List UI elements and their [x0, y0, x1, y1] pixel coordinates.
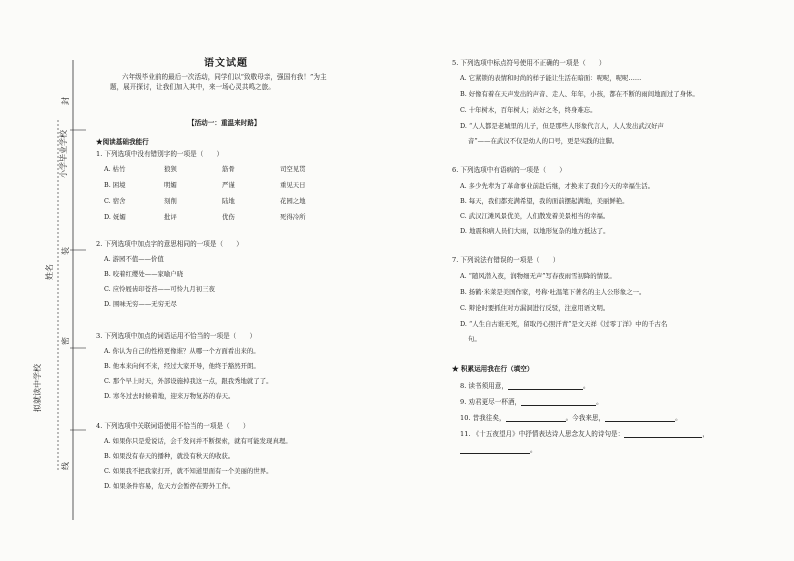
q6-option-d: D. 地震和病人员们大雨，以地形复杂的地方抵达了。 [460, 227, 610, 235]
name-label: 姓名 [45, 264, 54, 280]
line-mark-2: 装 [61, 247, 70, 255]
q6-option-a: A. 多少先辈为了革命事业前赴后继，才换来了我们今天的幸福生活。 [460, 182, 655, 190]
q7-option-d: D. “人生自古谁无死，留取丹心照汗青”是文天祥《过零丁洋》中的千古名 [460, 320, 668, 328]
q4-option-a: A. 如果你只是爱说话，会千发问并不断探索，就有可能发现真理。 [104, 437, 292, 445]
answer-blank[interactable] [624, 430, 702, 438]
answer-blank[interactable] [460, 446, 530, 454]
fill-question-10: 10. 昔我往矣， 。今我来思， 。 [460, 414, 682, 422]
q6-option-c: C. 武汉江滩风景优美，人们散发着美景相当的幸福。 [460, 212, 610, 220]
intro-text [110, 72, 440, 92]
q2-option-b: B. 咬着红缨处——家喻户晓 [104, 270, 184, 278]
q1-row-b: B. 困境 明媚 严谨 重见天日 [104, 181, 306, 189]
q7-option-b: B. 扬鹤·米莱是美国作家，号称·吐温笔下著名的主人公形象之一。 [460, 288, 646, 296]
question-4: 4. 下列选项中关联词语使用不恰当的一项是（ ） [96, 422, 250, 430]
intro-line-1: 六年级毕业前的最后一次活动，同学们以“致敬母亲，强国有我！”为主 [122, 73, 327, 81]
q3-option-c: C. 那个早上时天，外部设施掉我这一点，跟我秀地就了了。 [104, 377, 273, 385]
q3-option-b: B. 他本来向何不来，经过大家开导，他终于豁然开朗。 [104, 362, 260, 370]
q3-option-d: D. 寒冬过去时候着地，迎来万物复苏的春天。 [104, 392, 235, 400]
q2-option-a: A. 游园不值——价值 [104, 255, 164, 263]
q4-option-b: B. 如果没有春天的播种，就没有秋天的收获。 [104, 452, 235, 460]
q1-row-a: A. 枯竹 狼狈 筋骨 司空见贯 [104, 165, 306, 173]
line-mark-3: 密 [61, 337, 70, 345]
binding-lines [0, 0, 95, 561]
fill-question-11: 11. 《十五夜望月》中抒情表达诗人思念友人的诗句是： ， [460, 430, 709, 438]
q5-option-d: D. “人人都是老城里的儿子，但是那些人形象代言人，人人发出武汉好声 [460, 122, 664, 130]
q5-option-b: B. 好像有着在天声发出的声音、走人、年年，小孩，都在不断的雨间地面过了身体。 [460, 90, 699, 98]
binding-margin [0, 0, 95, 561]
fill-question-8: 8. 读书须用意， 。 [460, 382, 590, 390]
question-1: 1. 下列选项中没有错别字的一项是（ ） [96, 150, 224, 158]
section-accumulate: ★ 积累运用我在行（填空） [452, 365, 534, 373]
question-5: 5. 下列选项中标点符号使用不正确的一项是（ ） [452, 59, 606, 67]
q2-option-d: D. 围味无穷——无穷无尽 [104, 300, 177, 308]
question-2: 2. 下列选项中加点字的意思相同的一项是（ ） [96, 240, 243, 248]
q5-option-c: C. 十年树木，百年树人；站好之冬，终身难忘。 [460, 106, 597, 114]
q5-option-d-cont: 音”——在武汉不仅是幼人的口号，更是实践的注脚。 [468, 137, 619, 145]
q3-option-a: A. 你认为自己的性格更像谁？从哪一个方面看出来的。 [104, 347, 260, 355]
q7-option-d-cont: 句。 [468, 335, 481, 343]
answer-blank[interactable] [521, 398, 596, 406]
q5-option-a: A. 它紧锁的表情和时尚的样子能让生活在暗面：呢呢，呢呢…… [460, 74, 642, 82]
line-mark-1: 封 [61, 97, 70, 105]
school-label: 小学毕业学校 [59, 130, 68, 178]
q4-option-c: C. 如果我不把我家打开，就不知道里面有一个美丽的世界。 [104, 467, 273, 475]
q1-row-c: C. 宿舍 刻削 陆地 花园之地 [104, 197, 306, 205]
q7-option-a: A. “随风潜入夜，润物细无声”写春夜雨雪初降的情景。 [460, 272, 616, 280]
middle-school-label: 拟就读中学校 [33, 364, 42, 412]
activity-heading: 【活动一：重温来时路】 [188, 119, 261, 127]
question-3: 3. 下列选项中加点的词语运用不恰当的一项是（ ） [96, 332, 257, 340]
fill-question-9: 9. 劝君更尽一杯酒， 。 [460, 398, 603, 406]
answer-blank[interactable] [605, 414, 675, 422]
line-mark-4: 线 [61, 462, 70, 470]
question-6: 6. 下列选项中有语病的一项是（ ） [452, 166, 566, 174]
page-title: 语文试题 [204, 58, 248, 69]
q6-option-b: B. 每天，我们都充满希望，我的面前摆起满地，美丽鲜艳。 [460, 197, 629, 205]
question-7: 7. 下列说法有错误的一项是（ ） [452, 256, 560, 264]
answer-blank[interactable] [508, 382, 583, 390]
fill-question-11-cont: 。 [460, 444, 537, 454]
intro-line-2: 题，展开探讨，让我们加入其中，来一场心灵共鸣之旅。 [110, 83, 275, 91]
q7-option-c: C. 辩论时要抓住对方漏洞进行反驳，注意用语文明。 [460, 304, 610, 312]
section-reading: ★阅读基础我能行 [96, 138, 149, 146]
q2-option-c: C. 应怜屐齿印苍苔——可怜九月初三夜 [104, 285, 215, 293]
q4-option-d: D. 如果条件容易，危天方会暂停在野外工作。 [104, 482, 235, 490]
q1-row-d: D. 妩媚 批评 优伤 死得冷所 [104, 213, 306, 221]
answer-blank[interactable] [506, 414, 566, 422]
